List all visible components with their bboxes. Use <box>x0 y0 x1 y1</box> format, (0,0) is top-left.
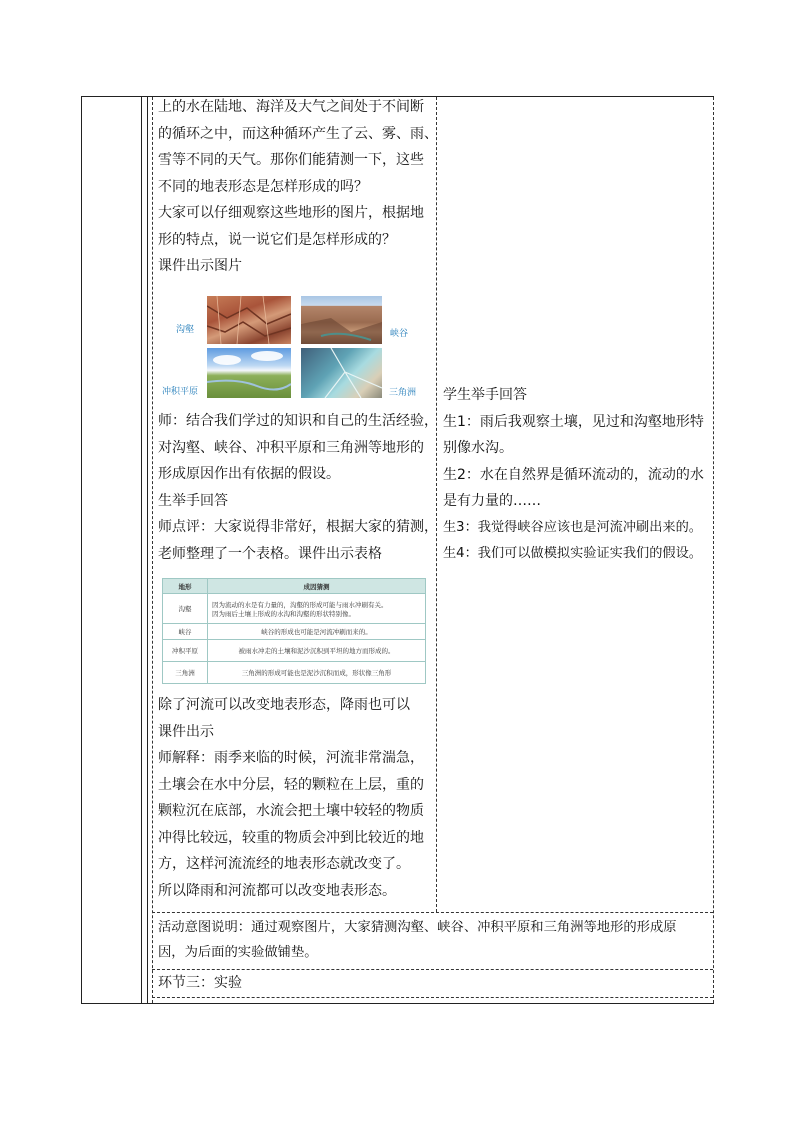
table-cell-landform: 三角洲 <box>163 662 208 684</box>
dash-right <box>713 97 714 1003</box>
student-line: 学生举手回答 <box>443 387 527 403</box>
dash-inner-left <box>152 97 153 1003</box>
table-header-row <box>163 579 426 594</box>
teacher-line: 课件出示图片 <box>158 258 242 274</box>
teacher-text-block-1 <box>158 94 438 280</box>
teacher-line: 老师整理了一个表格。课件出示表格 <box>158 545 382 562</box>
delta-image <box>301 348 382 398</box>
teacher-text-block-3 <box>158 692 424 904</box>
teacher-line: 师解释：雨季来临的时候，河流非常湍急， <box>158 750 424 766</box>
student-line: 别像水沟。 <box>443 440 513 456</box>
table-cell-landform: 峡谷 <box>163 624 208 640</box>
student-line: 生3：我觉得峡谷应该也是河流冲刷出来的。 <box>443 519 702 535</box>
teacher-line: 形成原因作出有依据的假设。 <box>158 466 340 482</box>
teacher-line: 大家可以仔细观察这些地形的图片，根据地 <box>158 205 424 221</box>
teacher-line: 雪等不同的天气。那你们能猜测一下，这些 <box>158 152 424 168</box>
section-title: 环节三：实验 <box>158 975 242 991</box>
table-header-cause: 成因猜测 <box>208 579 426 594</box>
canyon-image <box>301 296 382 344</box>
canyon-texture <box>301 296 382 344</box>
student-line: 是有力量的…… <box>443 493 541 509</box>
table-cell-cause <box>208 640 426 662</box>
teacher-line: 形的特点，说一说它们是怎样形成的？ <box>158 231 396 248</box>
teacher-text-block-2 <box>158 408 438 567</box>
table-cell-landform: 冲积平原 <box>163 640 208 662</box>
plain-image <box>207 348 291 398</box>
gully-image <box>207 296 291 344</box>
student-line: 生4：我们可以做模拟实验证实我们的假设。 <box>443 546 702 561</box>
plain-texture <box>207 348 291 398</box>
student-line: 生2：水在自然界是循环流动的，流动的水 <box>443 466 704 483</box>
table-row <box>163 640 426 662</box>
delta-texture <box>301 348 382 398</box>
delta-label: 三角洲 <box>389 388 417 398</box>
dash-row-3 <box>152 997 713 998</box>
dash-row-2 <box>152 969 713 970</box>
intent-line-1: 活动意图说明：通过观察图片，大家猜测沟壑、峡谷、冲积平原和三角洲等地形的形成原 <box>158 920 677 935</box>
table-cell-cause <box>208 624 426 640</box>
cause-line: 因为流动的水是有力量的，沟壑的形成可能与雨水冲刷有关。 <box>212 600 388 609</box>
table-col-divider <box>141 96 142 1004</box>
table-header-landform: 地形 <box>163 579 208 594</box>
teacher-line: 师：结合我们学过的知识和自己的生活经验， <box>158 413 438 429</box>
gully-label: 沟壑 <box>176 325 195 335</box>
teacher-line: 方，这样河流流经的地表形态就改变了。 <box>158 856 410 872</box>
teacher-line: 不同的地表形态是怎样形成的吗？ <box>158 178 368 195</box>
table-cell-landform: 沟壑 <box>163 594 208 624</box>
table-row <box>163 624 426 640</box>
teacher-line: 上的水在陆地、海洋及大气之间处于不间断 <box>158 99 424 115</box>
teacher-line: 颗粒沉在底部，水流会把土壤中较轻的物质 <box>158 803 424 819</box>
hypothesis-table <box>162 578 426 684</box>
table-row <box>163 594 426 624</box>
student-text-block <box>443 382 704 568</box>
student-line: 生1：雨后我观察土壤，见过和沟壑地形特 <box>443 413 704 430</box>
table-bottom-border <box>81 1003 714 1004</box>
intent-line-2: 因，为后面的实验做铺垫。 <box>158 945 318 960</box>
teacher-line: 的循环之中，而这种循环产生了云、雾、雨、 <box>158 125 438 142</box>
plain-label: 冲积平原 <box>162 387 199 397</box>
table-cell-cause <box>208 662 426 684</box>
teacher-line: 对沟壑、峡谷、冲积平原和三角洲等地形的 <box>158 439 424 456</box>
cause-line: 三角洲的形成可能也是泥沙沉积而成，形状像三角形 <box>241 669 392 677</box>
table-cell-cause <box>208 594 426 624</box>
cause-line: 峡谷的形成也可能是河流冲刷而来的。 <box>261 628 372 636</box>
teacher-line: 所以降雨和河流都可以改变地表形态。 <box>158 882 396 899</box>
gully-texture <box>207 296 291 344</box>
cause-line: 因为雨后土壤上形成的水沟和沟壑的形状特别像。 <box>212 609 355 618</box>
cause-line: 被雨水冲走的土壤和泥沙沉积到平坦的地方而形成的。 <box>238 647 395 655</box>
teacher-line: 除了河流可以改变地表形态，降雨也可以 <box>158 697 410 713</box>
teacher-line: 师点评：大家说得非常好，根据大家的猜测， <box>158 519 438 535</box>
teacher-line: 生举手回答 <box>158 492 228 509</box>
table-left-border <box>81 96 82 1004</box>
canyon-label: 峡谷 <box>390 329 409 339</box>
teacher-line: 课件出示 <box>158 723 214 740</box>
table-col-divider-2 <box>147 96 148 1004</box>
teacher-line: 冲得比较远，较重的物质会冲到比较近的地 <box>158 829 424 846</box>
table-row <box>163 662 426 684</box>
teacher-line: 土壤会在水中分层，轻的颗粒在上层，重的 <box>158 776 424 793</box>
dash-row-1 <box>152 912 713 913</box>
